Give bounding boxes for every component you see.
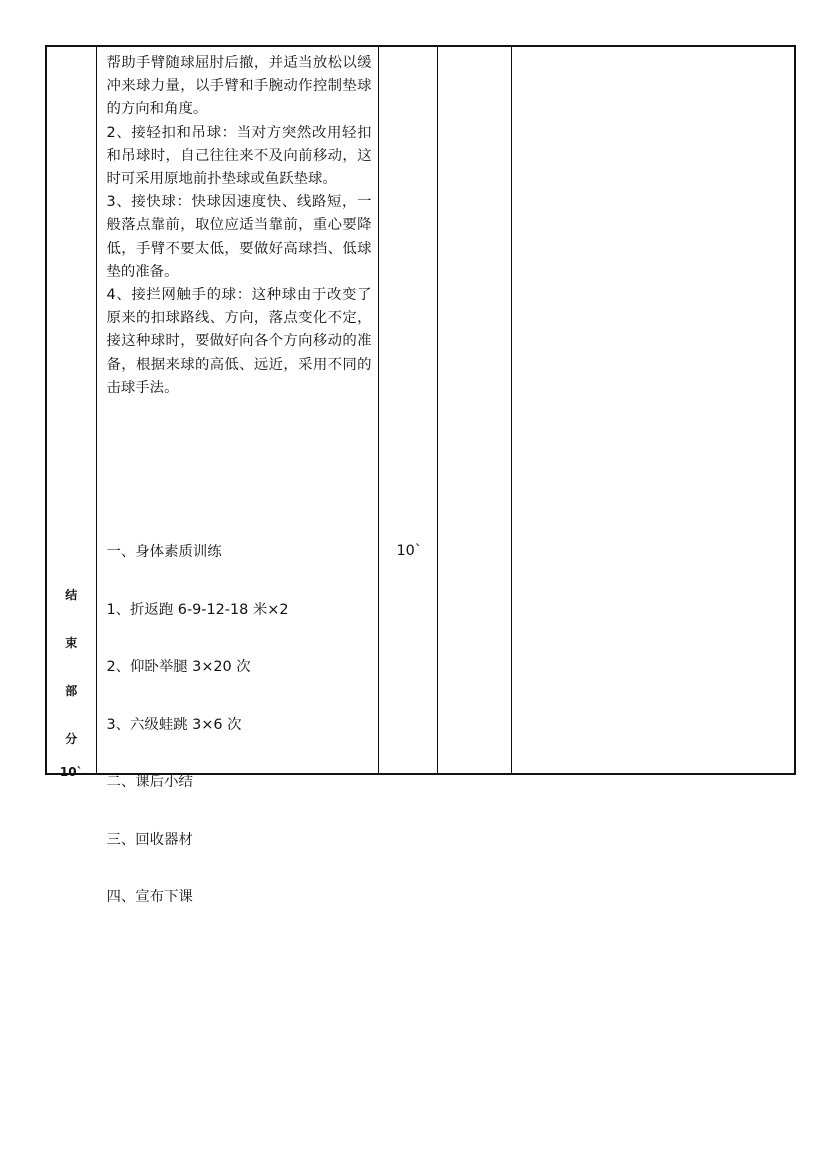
notes-cell [511, 46, 795, 774]
lesson-plan-table [45, 45, 796, 905]
technique-paragraph: 3、接快球：快球因速度快、线路短，一般落点靠前，取位应适当靠前，重心要降低，手臂不要太低，要做好高球挡、低球垫的准备。 [106, 194, 372, 280]
closing-items-list [107, 541, 372, 944]
list-item: 1、折返跑 6-9-12-18 米×2 [106, 601, 289, 618]
section-label-char: 分 [65, 732, 78, 746]
section-label-char: 部 [65, 684, 78, 698]
section-label-vertical [47, 571, 96, 763]
section-label-char: 结 [65, 588, 78, 602]
list-item: 2、仰卧举腿 3×20 次 [106, 659, 251, 675]
list-item: 三、回收器材 [106, 831, 193, 848]
list-item: 四、宣布下课 [106, 889, 193, 905]
technique-paragraph: 4、接拦网触手的球：这种球由于改变了原来的扣球路线、方向，落点变化不定，接这种球时，要做好向各个方向移动的准备，根据来球的高低、远近，采用不同的击球手法。 [106, 287, 372, 396]
time-value: 10` [396, 543, 423, 559]
list-item: 3、六级蛙跳 3×6 次 [106, 716, 242, 733]
technique-paragraphs [107, 52, 372, 400]
content-cell [96, 46, 378, 905]
section-label-cell [46, 46, 96, 779]
table-row [46, 46, 795, 774]
technique-paragraph: 帮助手臂随球屈肘后撤，并适当放松以缓冲来球力量，以手臂和手腕动作控制垫球的方向和角度。 [106, 55, 372, 118]
count-cell [437, 46, 511, 774]
section-label-char: 束 [65, 636, 78, 650]
list-item: 二、课后小结 [106, 774, 193, 790]
list-item: 一、身体素质训练 [106, 544, 222, 560]
time-cell [378, 46, 437, 774]
section-duration: 10` [59, 765, 83, 779]
technique-paragraph: 2、接轻扣和吊球：当对方突然改用轻扣和吊球时，自己往往来不及向前移动，这时可采用原地前扑垫球或鱼跃垫球。 [106, 124, 372, 188]
